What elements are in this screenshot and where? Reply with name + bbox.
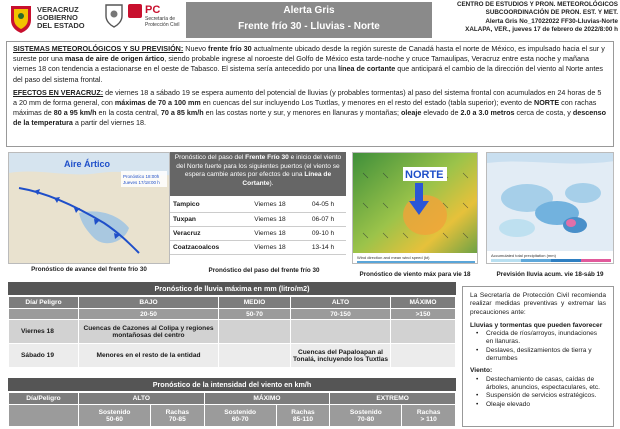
effects-text-h: 70 a 85 km/h: [160, 108, 204, 118]
veracruz-logo-line-1: VERACRUZ: [37, 5, 79, 14]
rain-table-title: Pronóstico de lluvia máxima en mm (litro/m2): [8, 282, 456, 295]
list-item: • Deslaves, deslizamientos de tierra y derrumbes: [476, 347, 606, 364]
rain-max-cell: [391, 320, 456, 344]
rain-forecast-map-graphic: [487, 153, 614, 264]
veracruz-logo-line-2: GOBIERNO: [37, 13, 78, 22]
wind-forecast-map: [352, 152, 478, 264]
center-line-1: CENTRO DE ESTUDIOS Y PRON. METEOROLÓGICOS: [456, 1, 618, 8]
wind-sub-value: 50-60: [106, 415, 123, 423]
wind-sub-label: Rachas: [165, 408, 190, 416]
header: [0, 0, 620, 40]
table-row: [9, 297, 456, 309]
arrival-hour: 09-10 h: [300, 226, 346, 240]
wind-sub-cell: [79, 405, 151, 427]
wind-sub-empty: [9, 405, 79, 427]
wind-sub-cell: [402, 405, 456, 427]
arrival-head-d: Línea de Cortante: [242, 171, 332, 187]
front-arrival-header: [170, 152, 346, 196]
rain-legend-label: Accumulated total precipitation (mm): [491, 253, 556, 258]
wind-forecast-map-graphic: [353, 153, 478, 264]
table-row: [170, 212, 346, 226]
effects-text-k: elevado de: [421, 108, 461, 118]
effects-text-m: cerca de costa, y: [514, 108, 573, 118]
rain-range-bajo: 20-50: [79, 309, 219, 320]
effects-text-d: NORTE: [534, 98, 560, 108]
wind-sub-value: > 110: [420, 415, 437, 423]
proteccion-civil-logo: [104, 4, 184, 34]
table-row: [170, 226, 346, 240]
front-advance-map: [8, 152, 170, 264]
forecast-text-e: , siendo probable ingrese al noroeste del Golfo de México esta tarde-noche y cruce Tamaulipas, Veracruz entre esta noche y mañana viernes 18 con tendencia a estacionarse en el oeste de Tabasco. El sistema sería antecedido por una: [13, 54, 589, 74]
arctic-air-label: Aire Ártico: [64, 159, 111, 169]
list-item: • Suspensión de servicios estratégicos.: [476, 392, 606, 400]
rain-medio-cell: [219, 344, 291, 368]
wind-sub-label: Rachas: [416, 408, 441, 416]
reco-intro: La Secretaría de Protección Civil recomienda realizar medidas preventivas y extremar las precauciones ante:: [470, 292, 606, 316]
effects-text-o: a partir del viernes 18.: [72, 118, 147, 128]
wind-sub-cell: [330, 405, 402, 427]
pc-logo-subtitle: [145, 16, 179, 28]
effects-text-j: oleaje: [400, 108, 422, 118]
wind-sub-label: Sostenido: [98, 408, 131, 416]
wind-sub-label: Sostenido: [224, 408, 257, 416]
wind-col-max: MÁXIMO: [204, 393, 330, 405]
rain-col-bajo: BAJO: [79, 297, 219, 309]
rain-col-max: MÁXIMO: [391, 297, 456, 309]
table-row: [9, 393, 456, 405]
wind-sub-label: Rachas: [291, 408, 315, 416]
forecast-text-d: masa de aire de origen ártico: [64, 54, 165, 64]
wind-forecast-caption: Pronóstico de viento máx para vie 18: [359, 271, 471, 278]
rain-bajo-cell: Cuencas de Cazones al Colipa y regiones montañosas del centro: [79, 320, 219, 344]
map1-note-2: Jueves 17/18:00 h: [123, 180, 160, 185]
center-line-4: XALAPA, VER., jueves 17 de febrero de 2022/8:00 h: [465, 25, 618, 33]
table-row: [9, 309, 456, 320]
forecast-lead: SISTEMAS METEOROLÓGICOS Y SU PREVISIÓN:: [13, 44, 184, 53]
arrival-city: Veracruz: [170, 226, 240, 240]
wind-table: [8, 392, 456, 427]
wind-legend-label: Wind direction and mean wind speed (kt): [357, 255, 430, 260]
rain-range-max: >150: [391, 309, 456, 320]
center-line-2: SUBCOORDINACIÓN DE PRON. EST. Y MET.: [485, 9, 618, 17]
arrival-head-e: ).: [269, 179, 274, 187]
forecast-paragraph: [13, 44, 607, 85]
arrival-hour: 06-07 h: [300, 212, 346, 226]
alert-title-box: [186, 2, 432, 38]
forecast-text-g: que anticipará el cambio de la dirección del viento al Norte antes del paso del sistema frontal.: [13, 64, 603, 84]
reco-rain-heading: Lluvias y tormentas que pueden favorecer: [470, 321, 603, 329]
effects-text-n: descenso de la temperatura: [13, 108, 606, 128]
rain-forecast-caption: Previsión lluvia acum. vie 18-sáb 19: [496, 271, 604, 278]
summary-box: [6, 41, 614, 147]
rain-range-alto: 70-150: [291, 309, 391, 320]
table-row: [170, 198, 346, 212]
rain-day: Viernes 18: [9, 320, 79, 344]
forecast-text-f: línea de cortante: [338, 64, 396, 74]
wind-sub-cell: [276, 405, 330, 427]
pc-logo-text: PC: [145, 4, 161, 16]
rain-range-medio: 50-70: [219, 309, 291, 320]
wind-sub-value: 60-70: [231, 415, 249, 423]
wind-table-title: Pronóstico de la intensidad del viento en km/h: [8, 378, 456, 391]
arrival-day: Viernes 18: [240, 198, 300, 212]
front-arrival-caption: Pronóstico del paso del frente frío 30: [208, 267, 320, 274]
veracruz-logo: [8, 4, 100, 34]
center-info: [436, 1, 618, 34]
arrival-day: Viernes 18: [240, 240, 300, 254]
arrival-day: Viernes 18: [240, 226, 300, 240]
shield-icon: [104, 4, 124, 28]
arrival-head-a: Pronóstico del paso del: [174, 154, 246, 161]
front-advance-map-graphic: [9, 153, 170, 264]
wind-sub-cell: [204, 405, 276, 427]
effects-text-g: en la costa central,: [96, 108, 161, 118]
arrival-city: Tampico: [170, 198, 240, 212]
arrival-city: Tuxpan: [170, 212, 240, 226]
wind-sub-label: Sostenido: [349, 408, 382, 416]
alert-title: Alerta Gris: [283, 5, 335, 16]
front-arrival-table: [170, 198, 346, 255]
rain-alto-cell: Cuencas del Papaloapan al Tonalá, incluyendo los Tuxtlas: [291, 344, 391, 368]
front-arrival-panel: [170, 152, 346, 270]
table-row: [170, 240, 346, 254]
wind-col-alto: ALTO: [79, 393, 205, 405]
effects-text-l: 2.0 a 3.0 metros: [460, 108, 515, 118]
arrival-head-c: e inicio del viento del Norte fuerte para los siguientes puertos (el viento se espera cambie antes por efectos de una: [176, 154, 342, 179]
wind-col-day: Día/Peligro: [9, 393, 79, 405]
rain-medio-cell: [219, 320, 291, 344]
pc-logo-subtitle-line-2: Protección Civil: [145, 22, 180, 28]
rain-col-alto: ALTO: [291, 297, 391, 309]
wind-col-extremo: EXTREMO: [330, 393, 456, 405]
arrival-hour: 04-05 h: [300, 198, 346, 212]
list-item: • Crecida de ríos/arroyos, inundaciones en llanuras.: [476, 330, 606, 347]
veracruz-logo-line-3: DEL ESTADO: [37, 21, 85, 30]
rain-max-cell: [391, 344, 456, 368]
table-row: [9, 344, 456, 368]
effects-text-a: de viernes 18 a sábado 19 se espera aumento del potencial de lluvias (y probables tormentas) al paso del sistema frontal con acumulados en 24 horas de 5 a 20 mm de forma general, con: [13, 87, 602, 108]
table-row: [9, 405, 456, 427]
veracruz-logo-text: [37, 6, 85, 30]
wind-sub-value: 70-85: [168, 415, 186, 423]
effects-text-e: con rachas máximas de: [13, 98, 597, 118]
forecast-text-a: Nuevo: [183, 44, 209, 53]
arrival-city: Coatzacoalcos: [170, 240, 240, 254]
recommendations-box: [462, 286, 614, 427]
center-line-3: Alerta Gris No_17022022 FF30-Lluvias-Norte: [485, 17, 618, 25]
rain-range-empty: [9, 309, 79, 320]
effects-text-i: en las costas norte y sur, y menores en llanuras y montañas;: [203, 108, 401, 118]
effects-text-c: en cuencas del sur incluyendo Los Tuxtlas, y menores en el resto del estado (tabla superior); evento de: [200, 98, 534, 108]
wind-norte-label: NORTE: [405, 169, 444, 181]
rain-col-medio: MEDIO: [219, 297, 291, 309]
map1-note-1: Pronóstico 18:00h: [123, 174, 160, 179]
effects-text-f: 80 a 95 km/h: [53, 108, 97, 118]
veracruz-seal-icon: [8, 4, 34, 34]
table-row: [9, 320, 456, 344]
reco-rain-list: [470, 330, 606, 363]
wind-sub-cell: [151, 405, 205, 427]
effects-text-b: máximas de 70 a 100 mm: [114, 98, 201, 108]
wind-sub-value: 70-80: [357, 415, 375, 423]
rain-forecast-map: [486, 152, 614, 264]
pc-triangle-icon: [128, 4, 142, 18]
front-advance-caption: Pronóstico de avance del frente frío 30: [31, 266, 147, 273]
rain-day: Sábado 19: [9, 344, 79, 368]
rain-table: [8, 296, 456, 368]
list-item: • Oleaje elevado: [476, 401, 606, 409]
arrival-day: Viernes 18: [240, 212, 300, 226]
rain-col-day: Día/ Peligro: [9, 297, 79, 309]
forecast-text-b: frente frío 30: [208, 44, 252, 53]
forecast-text-c: actualmente ubicado desde la región sureste de Canadá hasta el norte de México, es impulsado hacia el sur y sureste por una: [13, 44, 605, 64]
rain-alto-cell: [291, 320, 391, 344]
reco-wind-heading: Viento:: [470, 367, 493, 375]
list-item: • Destechamiento de casas, caídas de árboles, anuncios, espectaculares, etc.: [476, 376, 606, 393]
wind-sub-value: 85-110: [292, 415, 314, 423]
reco-wind-list: [470, 376, 606, 409]
pc-logo-subtitle-line-1: Secretaría de: [145, 16, 176, 22]
arrival-hour: 13-14 h: [300, 240, 346, 254]
arrival-head-b: Frente Frío 30: [245, 154, 289, 161]
alert-subtitle: Frente frío 30 - Lluvias - Norte: [238, 21, 380, 32]
rain-bajo-cell: Menores en el resto de la entidad: [79, 344, 219, 368]
effects-lead: EFECTOS EN VERACRUZ:: [13, 87, 104, 97]
effects-paragraph: [13, 88, 607, 129]
